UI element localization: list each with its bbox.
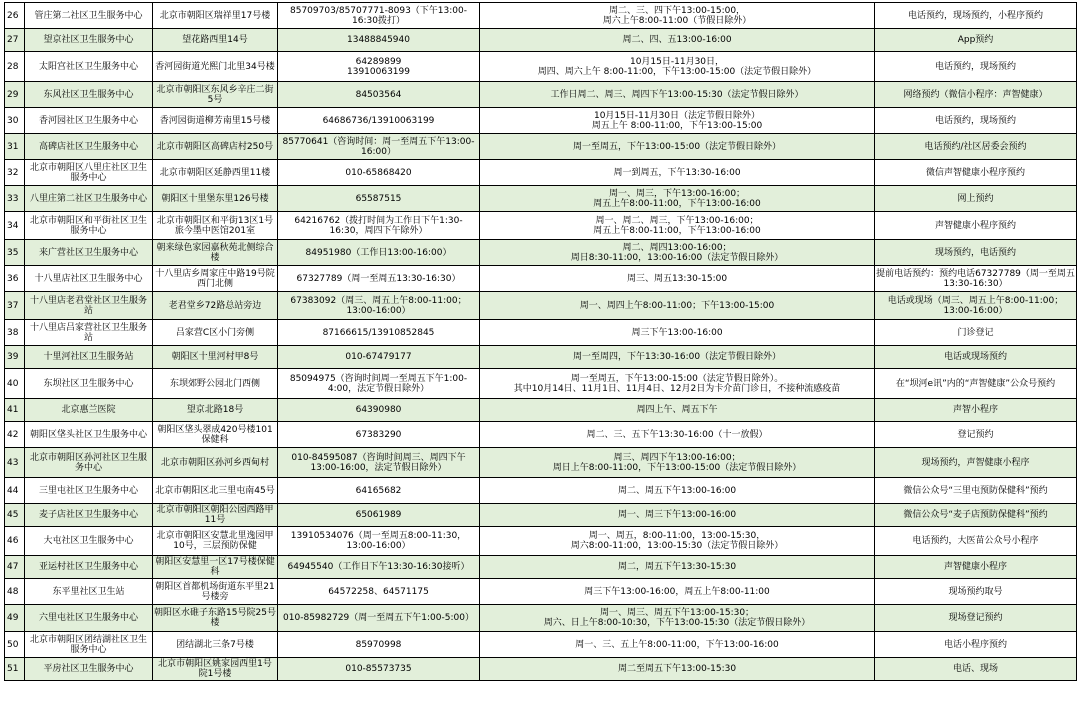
- row-number-cell: 26: [5, 3, 25, 29]
- service-hours-cell: 周二、四、五13:00-16:00: [480, 29, 875, 52]
- service-hours-cell: 周二、周四13:00-16:00； 周日8:30-11:00，13:00-16:00（法定节假日除外）: [480, 240, 875, 266]
- phone-cell: 84503564: [278, 82, 480, 108]
- center-name-cell: 管庄第二社区卫生服务中心: [25, 3, 153, 29]
- phone-cell: 64945540（工作日下午13:30-16:30接听）: [278, 556, 480, 579]
- center-name-cell: 大屯社区卫生服务中心: [25, 527, 153, 556]
- center-name-cell: 北京惠兰医院: [25, 399, 153, 422]
- table-row: [5, 448, 1077, 478]
- address-cell: 北京市朝阳区安慧北里逸园甲10号，三层预防保健: [153, 527, 278, 556]
- table-row: [5, 134, 1077, 160]
- service-hours-cell: 周三下午13:00-16:00，周五上午8:00-11:00: [480, 579, 875, 605]
- center-name-cell: 北京市朝阳区八里庄社区卫生服务中心: [25, 160, 153, 186]
- service-hours-cell: 周二，周五下午13:30-15:30: [480, 556, 875, 579]
- center-name-cell: 麦子店社区卫生服务中心: [25, 504, 153, 527]
- table-row: [5, 605, 1077, 632]
- phone-cell: 85970998: [278, 632, 480, 658]
- center-name-cell: 高碑店社区卫生服务中心: [25, 134, 153, 160]
- booking-method-cell: App预约: [875, 29, 1077, 52]
- table-row: [5, 212, 1077, 240]
- row-number-cell: 36: [5, 266, 25, 292]
- service-hours-cell: 周二、三、五下午13:30-16:00（十一放假）: [480, 422, 875, 448]
- center-name-cell: 十八里店老君堂社区卫生服务站: [25, 292, 153, 320]
- table-row: [5, 160, 1077, 186]
- center-name-cell: 北京市朝阳区孙河社区卫生服务中心: [25, 448, 153, 478]
- booking-method-cell: 电话或现场（周三、周五上午8:00-11:00；13:00-16:00）: [875, 292, 1077, 320]
- row-number-cell: 42: [5, 422, 25, 448]
- phone-cell: 64572258、64571175: [278, 579, 480, 605]
- row-number-cell: 31: [5, 134, 25, 160]
- row-number-cell: 27: [5, 29, 25, 52]
- phone-cell: 64216762（拨打时间为工作日下午1:30-16:30，周四下午除外）: [278, 212, 480, 240]
- booking-method-cell: 电话小程序预约: [875, 632, 1077, 658]
- address-cell: 香河园街道光熙门北里34号楼: [153, 52, 278, 82]
- phone-cell: 65587515: [278, 186, 480, 212]
- center-name-cell: 太阳宫社区卫生服务中心: [25, 52, 153, 82]
- row-number-cell: 34: [5, 212, 25, 240]
- row-number-cell: 40: [5, 369, 25, 399]
- service-hours-cell: 周三、周五13:30-15:00: [480, 266, 875, 292]
- table-row: [5, 52, 1077, 82]
- address-cell: 望花路西里14号: [153, 29, 278, 52]
- table-row: [5, 3, 1077, 29]
- center-name-cell: 三里屯社区卫生服务中心: [25, 478, 153, 504]
- phone-cell: 010-67479177: [278, 346, 480, 369]
- phone-cell: 67383092（周三、周五上午8:00-11:00；13:00-16:00）: [278, 292, 480, 320]
- booking-method-cell: 网络预约（微信小程序：声智健康）: [875, 82, 1077, 108]
- phone-cell: 13910534076（周一至周五8:00-11:30，13:00-16:00）: [278, 527, 480, 556]
- table-row: [5, 29, 1077, 52]
- phone-cell: 85770641（咨询时间：周一至周五下午13:00-16:00）: [278, 134, 480, 160]
- service-hours-cell: 周一、周五，8:00-11:00，13:00-15:30， 周六8:00-11:00，13:00-15:30（法定节假日除外）: [480, 527, 875, 556]
- service-hours-cell: 周二、三、四下午13:00-15:00， 周六上午8:00-11:00（节假日除外）: [480, 3, 875, 29]
- row-number-cell: 51: [5, 658, 25, 681]
- center-name-cell: 六里屯社区卫生服务中心: [25, 605, 153, 632]
- table-row: [5, 292, 1077, 320]
- booking-method-cell: 电话、现场: [875, 658, 1077, 681]
- booking-method-cell: 声智健康小程序预约: [875, 212, 1077, 240]
- booking-method-cell: 现场预约，声智健康小程序: [875, 448, 1077, 478]
- address-cell: 北京市朝阳区瑞祥里17号楼: [153, 3, 278, 29]
- center-name-cell: 望京社区卫生服务中心: [25, 29, 153, 52]
- center-name-cell: 朝阳区垡头社区卫生服务中心: [25, 422, 153, 448]
- booking-method-cell: 电话预约，现场预约: [875, 108, 1077, 134]
- service-hours-cell: 周三、周四下午13:00-16:00； 周日上午8:00-11:00，下午13:00-15:00（法定节假日除外）: [480, 448, 875, 478]
- booking-method-cell: 电话预约，大医苗公众号小程序: [875, 527, 1077, 556]
- row-number-cell: 33: [5, 186, 25, 212]
- row-number-cell: 44: [5, 478, 25, 504]
- center-name-cell: 十八里店社区卫生服务中心: [25, 266, 153, 292]
- address-cell: 老君堂乡72路总站旁边: [153, 292, 278, 320]
- address-cell: 朝阳区十里堡东里126号楼: [153, 186, 278, 212]
- table-row: [5, 108, 1077, 134]
- table-row: [5, 422, 1077, 448]
- service-hours-cell: 工作日周二、周三、周四下午13:00-15:30（法定节假日除外）: [480, 82, 875, 108]
- row-number-cell: 46: [5, 527, 25, 556]
- table-row: [5, 579, 1077, 605]
- service-hours-cell: 周三下午13:00-16:00: [480, 320, 875, 346]
- phone-cell: 010-65868420: [278, 160, 480, 186]
- row-number-cell: 50: [5, 632, 25, 658]
- address-cell: 北京市朝阳区北三里屯南45号: [153, 478, 278, 504]
- address-cell: 朝阳区首都机场街道东平里21号楼旁: [153, 579, 278, 605]
- address-cell: 北京市朝阳区高碑店村250号: [153, 134, 278, 160]
- center-name-cell: 亚运村社区卫生服务中心: [25, 556, 153, 579]
- address-cell: 北京市朝阳区东风乡辛庄二街5号: [153, 82, 278, 108]
- service-hours-cell: 周一、周三，下午13:00-16:00； 周五上午8:00-11:00，下午13:00-16:00: [480, 186, 875, 212]
- row-number-cell: 39: [5, 346, 25, 369]
- service-hours-cell: 10月15日-11月30日， 周四、周六上午 8:00-11:00，下午13:00-15:00（法定节假日除外）: [480, 52, 875, 82]
- service-hours-cell: 周一、周二、周三，下午13:00-16:00； 周五上午8:00-11:00，下午13:00-16:00: [480, 212, 875, 240]
- booking-method-cell: 微信公众号“麦子店预防保健科”预约: [875, 504, 1077, 527]
- address-cell: 东坝郊野公园北门西侧: [153, 369, 278, 399]
- booking-method-cell: 声智小程序: [875, 399, 1077, 422]
- row-number-cell: 37: [5, 292, 25, 320]
- row-number-cell: 38: [5, 320, 25, 346]
- address-cell: 望京北路18号: [153, 399, 278, 422]
- service-hours-cell: 10月15日-11月30日（法定节假日除外） 周五上午 8:00-11:00，下午13:00-15:00: [480, 108, 875, 134]
- address-cell: 北京市朝阳区和平街13区1号旅今墨中医馆201室: [153, 212, 278, 240]
- address-cell: 吕家营C区小门旁侧: [153, 320, 278, 346]
- phone-cell: 64289899 13910063199: [278, 52, 480, 82]
- booking-method-cell: 电话或现场预约: [875, 346, 1077, 369]
- center-name-cell: 十八里店吕家营社区卫生服务站: [25, 320, 153, 346]
- phone-cell: 64165682: [278, 478, 480, 504]
- booking-method-cell: 电话预约/社区居委会预约: [875, 134, 1077, 160]
- table-row: [5, 240, 1077, 266]
- service-hours-cell: 周一到周五，下午13:30-16:00: [480, 160, 875, 186]
- service-hours-cell: 周二、周五下午13:00-16:00: [480, 478, 875, 504]
- row-number-cell: 49: [5, 605, 25, 632]
- center-name-cell: 八里庄第二社区卫生服务中心: [25, 186, 153, 212]
- center-name-cell: 东坝社区卫生服务中心: [25, 369, 153, 399]
- service-hours-cell: 周二至周五下午13:00-15:30: [480, 658, 875, 681]
- booking-method-cell: 现场登记预约: [875, 605, 1077, 632]
- booking-method-cell: 微信声智健康小程序预约: [875, 160, 1077, 186]
- service-hours-cell: 周一、周三、周五下午13:00-15:30； 周六、日上午8:00-10:30，下午13:00-15:30（法定节假日除外）: [480, 605, 875, 632]
- booking-method-cell: 提前电话预约：预约电话67327789（周一至周五13:30-16:30）: [875, 266, 1077, 292]
- phone-cell: 010-84595087（咨询时间周三、周四下午13:00-16:00，法定节假日除外）: [278, 448, 480, 478]
- row-number-cell: 32: [5, 160, 25, 186]
- booking-method-cell: 声智健康小程序: [875, 556, 1077, 579]
- table-row: [5, 369, 1077, 399]
- address-cell: 北京市朝阳区孙河乡西甸村: [153, 448, 278, 478]
- row-number-cell: 43: [5, 448, 25, 478]
- table-row: [5, 266, 1077, 292]
- phone-cell: 010-85982729（周一至周五下午1:00-5:00）: [278, 605, 480, 632]
- booking-method-cell: 电话预约，现场预约，小程序预约: [875, 3, 1077, 29]
- row-number-cell: 29: [5, 82, 25, 108]
- booking-method-cell: 现场预约，电话预约: [875, 240, 1077, 266]
- row-number-cell: 47: [5, 556, 25, 579]
- table-row: [5, 556, 1077, 579]
- row-number-cell: 45: [5, 504, 25, 527]
- address-cell: 北京市朝阳区延静西里11楼: [153, 160, 278, 186]
- address-cell: 朝阳区水碓子东路15号院25号楼: [153, 605, 278, 632]
- row-number-cell: 30: [5, 108, 25, 134]
- phone-cell: 84951980（工作日13:00-16:00）: [278, 240, 480, 266]
- phone-cell: 010-85573735: [278, 658, 480, 681]
- row-number-cell: 48: [5, 579, 25, 605]
- table-row: [5, 399, 1077, 422]
- center-name-cell: 东平里社区卫生站: [25, 579, 153, 605]
- table-body: [5, 3, 1077, 681]
- table-row: [5, 82, 1077, 108]
- address-cell: 朝阳区十里河村甲8号: [153, 346, 278, 369]
- center-name-cell: 北京市朝阳区团结湖社区卫生服务中心: [25, 632, 153, 658]
- table-row: [5, 320, 1077, 346]
- booking-method-cell: 网上预约: [875, 186, 1077, 212]
- table-row: [5, 186, 1077, 212]
- booking-method-cell: 现场预约取号: [875, 579, 1077, 605]
- phone-cell: 85094975（咨询时间周一至周五下午1:00-4:00，法定节假日除外）: [278, 369, 480, 399]
- center-name-cell: 平房社区卫生服务中心: [25, 658, 153, 681]
- center-name-cell: 十里河社区卫生服务站: [25, 346, 153, 369]
- address-cell: 北京市朝阳区姚家园西里1号院1号楼: [153, 658, 278, 681]
- table-row: [5, 478, 1077, 504]
- center-name-cell: 来广营社区卫生服务中心: [25, 240, 153, 266]
- phone-cell: 64390980: [278, 399, 480, 422]
- table-row: [5, 658, 1077, 681]
- booking-method-cell: 在“坝河e讯”内的“声智健康”公众号预约: [875, 369, 1077, 399]
- address-cell: 朝阳区垡头翠成420号楼101保健科: [153, 422, 278, 448]
- address-cell: 团结湖北三条7号楼: [153, 632, 278, 658]
- booking-method-cell: 电话预约，现场预约: [875, 52, 1077, 82]
- address-cell: 香河园街道柳芳南里15号楼: [153, 108, 278, 134]
- phone-cell: 65061989: [278, 504, 480, 527]
- table-row: [5, 527, 1077, 556]
- row-number-cell: 41: [5, 399, 25, 422]
- booking-method-cell: 登记预约: [875, 422, 1077, 448]
- booking-method-cell: 微信公众号“三里屯预防保健科”预约: [875, 478, 1077, 504]
- vaccination-schedule-table: [4, 2, 1077, 681]
- phone-cell: 64686736/13910063199: [278, 108, 480, 134]
- center-name-cell: 香河园社区卫生服务中心: [25, 108, 153, 134]
- service-hours-cell: 周一、三、五上午8:00-11:00，下午13:00-16:00: [480, 632, 875, 658]
- service-hours-cell: 周四上午、周五下午: [480, 399, 875, 422]
- center-name-cell: 东风社区卫生服务中心: [25, 82, 153, 108]
- phone-cell: 87166615/13910852845: [278, 320, 480, 346]
- address-cell: 朝来绿色家园嘉秋苑北侧综合楼: [153, 240, 278, 266]
- service-hours-cell: 周一至周五，下午13:00-15:00（法定节假日除外）: [480, 134, 875, 160]
- address-cell: 朝阳区安慧里一区17号楼保健科: [153, 556, 278, 579]
- table-row: [5, 504, 1077, 527]
- phone-cell: 67383290: [278, 422, 480, 448]
- service-hours-cell: 周一至周四，下午13:30-16:00（法定节假日除外）: [480, 346, 875, 369]
- row-number-cell: 35: [5, 240, 25, 266]
- phone-cell: 85709703/85707771-8093（下午13:00-16:30拨打）: [278, 3, 480, 29]
- table-row: [5, 346, 1077, 369]
- phone-cell: 67327789（周一至周五13:30-16:30）: [278, 266, 480, 292]
- center-name-cell: 北京市朝阳区和平街社区卫生服务中心: [25, 212, 153, 240]
- service-hours-cell: 周一、周四上午8:00-11:00；下午13:00-15:00: [480, 292, 875, 320]
- service-hours-cell: 周一至周五，下午13:00-15:00（法定节假日除外）。 其中10月14日、11月1日、11月4日、12月2日为卡介苗门诊日，不接种流感疫苗: [480, 369, 875, 399]
- service-hours-cell: 周一、周三下午13:00-16:00: [480, 504, 875, 527]
- phone-cell: 13488845940: [278, 29, 480, 52]
- address-cell: 北京市朝阳区朝阳公园西路甲11号: [153, 504, 278, 527]
- booking-method-cell: 门诊登记: [875, 320, 1077, 346]
- row-number-cell: 28: [5, 52, 25, 82]
- address-cell: 十八里店乡周家庄中路19号院西门北侧: [153, 266, 278, 292]
- table-row: [5, 632, 1077, 658]
